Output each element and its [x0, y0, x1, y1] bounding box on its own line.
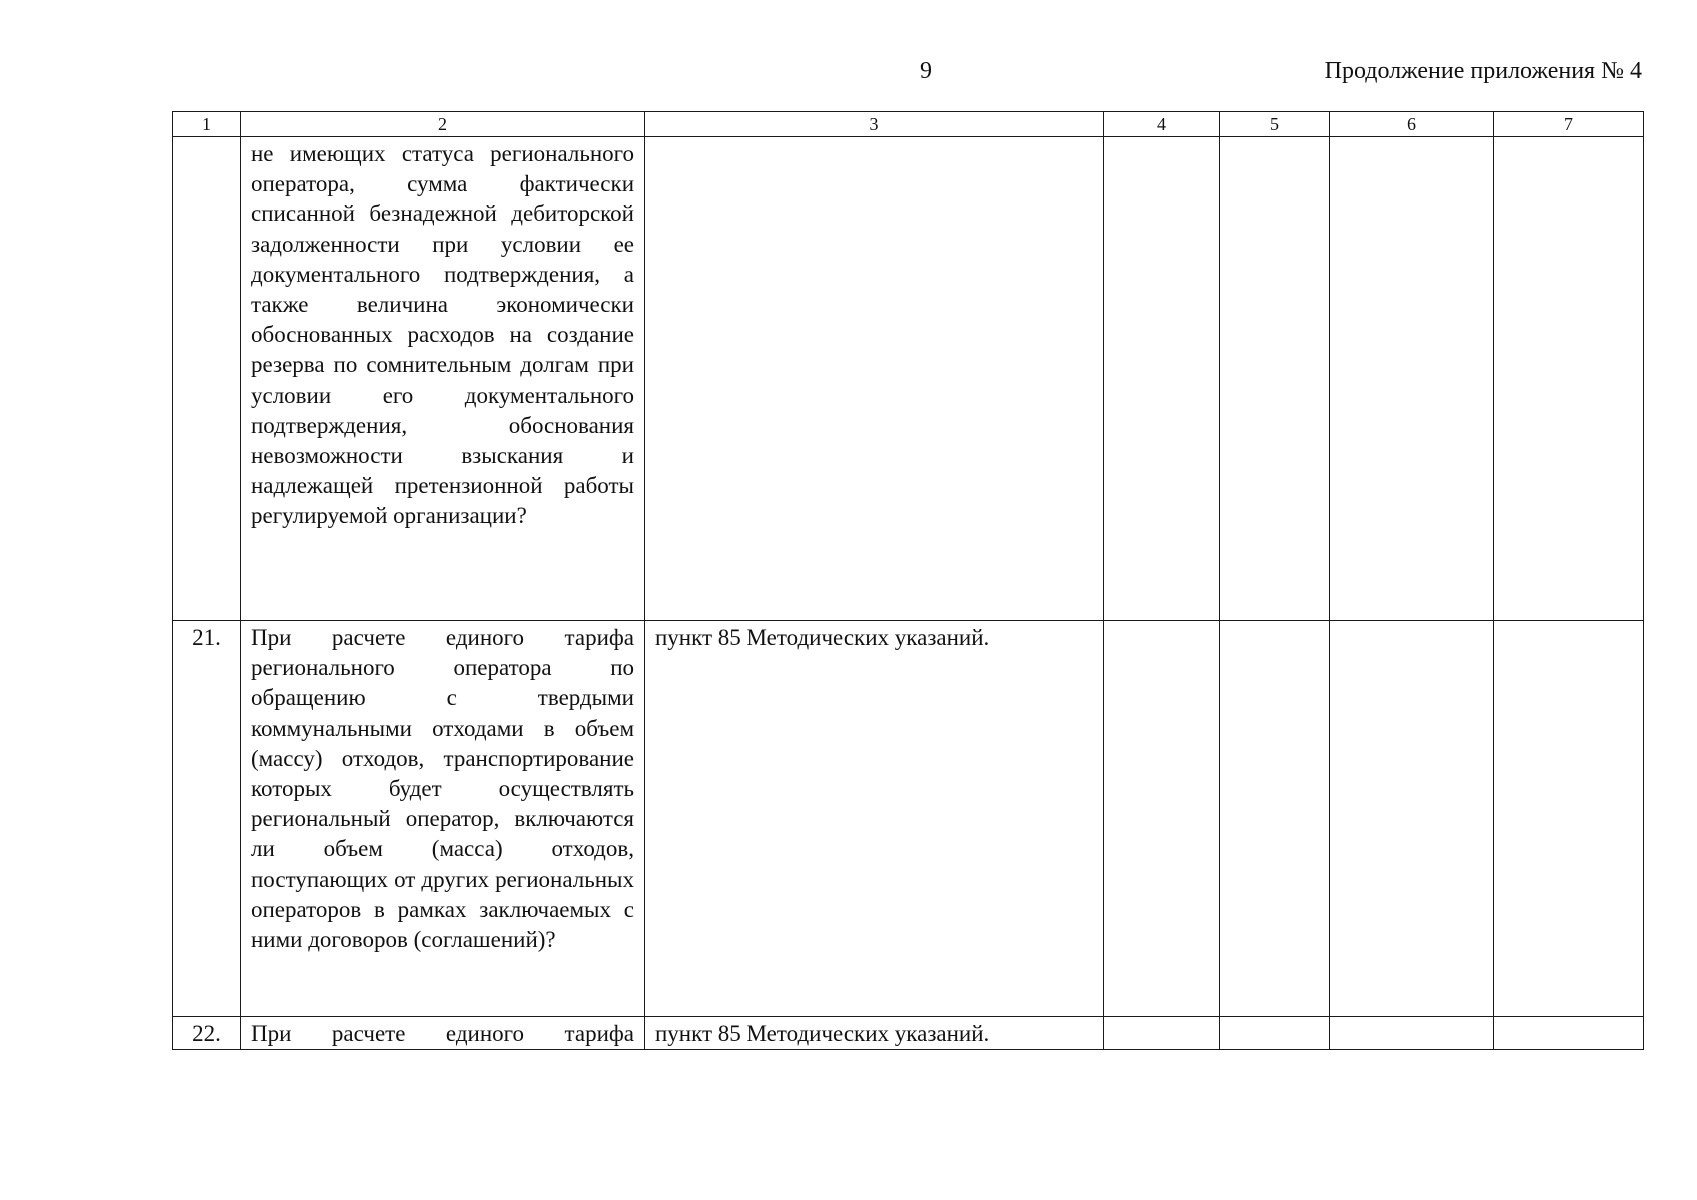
answer-cell	[1494, 1017, 1644, 1050]
row-number: 22.	[173, 1017, 241, 1050]
appendix-continuation-label: Продолжение приложения № 4	[1324, 58, 1642, 84]
answer-cell	[1104, 1017, 1220, 1050]
column-number-row	[173, 112, 1644, 137]
column-header: 5	[1220, 112, 1330, 137]
question-text: При расчете единого тарифа регионального оператора по обращению с твердыми коммунальными отходами в объем (массу) отходов, транспортирование которых будет осуществлять региональный оператор, включаются ли объем (масса) отходов, поступающих от других региональных операторов в рамках заключаемых с ними договоров (соглашений)?	[241, 621, 645, 1017]
answer-cell	[1220, 621, 1330, 1017]
table-row	[173, 137, 1644, 621]
table-row	[173, 621, 1644, 1017]
row-number: 21.	[173, 621, 241, 1017]
column-header: 7	[1494, 112, 1644, 137]
answer-cell	[1494, 137, 1644, 621]
answer-cell	[1104, 621, 1220, 1017]
table-row	[173, 1017, 1644, 1050]
column-header: 3	[645, 112, 1104, 137]
checklist-table	[172, 111, 1644, 1050]
column-header: 4	[1104, 112, 1220, 137]
answer-cell	[1330, 1017, 1494, 1050]
answer-cell	[1330, 621, 1494, 1017]
column-header: 2	[241, 112, 645, 137]
row-number	[173, 137, 241, 621]
column-header: 6	[1330, 112, 1494, 137]
legal-basis: пункт 85 Методических указаний.	[645, 621, 1104, 1017]
column-header: 1	[173, 112, 241, 137]
answer-cell	[1330, 137, 1494, 621]
page-number: 9	[920, 58, 932, 84]
question-text: При расчете единого тарифа	[241, 1017, 645, 1050]
answer-cell	[1220, 1017, 1330, 1050]
legal-basis	[645, 137, 1104, 621]
legal-basis: пункт 85 Методических указаний.	[645, 1017, 1104, 1050]
question-text: не имеющих статуса регионального оператора, сумма фактически списанной безнадежной дебиторской задолженности при условии ее документального подтверждения, а также величина экономически обоснованных расходов на создание резерва по сомнительным долгам при условии его документального подтверждения, обоснования невозможности взыскания и надлежащей претензионной работы регулируемой организации?	[241, 137, 645, 621]
answer-cell	[1220, 137, 1330, 621]
answer-cell	[1104, 137, 1220, 621]
answer-cell	[1494, 621, 1644, 1017]
